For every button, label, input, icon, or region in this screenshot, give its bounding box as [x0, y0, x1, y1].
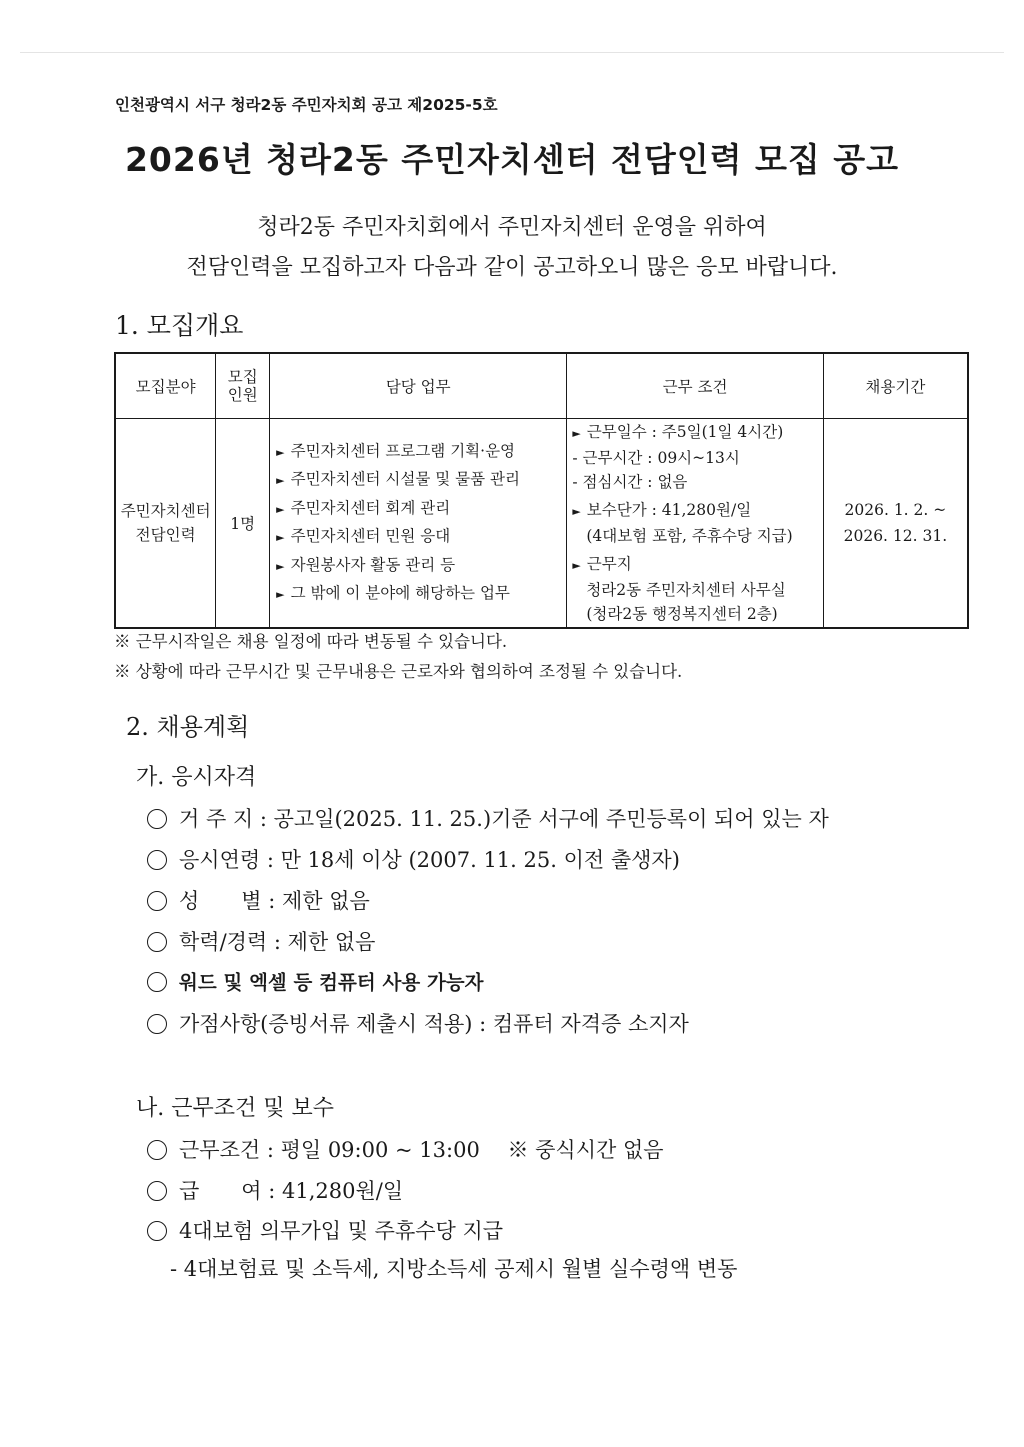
- triangle-bullet-icon: ►: [572, 505, 581, 518]
- cond-days: ► 근무일수 : 주5일(1일 4시간): [572, 423, 784, 441]
- intro-paragraph: [0, 208, 1024, 288]
- list-item: ► 주민자치센터 민원 응대: [276, 527, 451, 545]
- period-line-2: 2026. 12. 31.: [843, 527, 948, 545]
- triangle-bullet-icon: ►: [276, 559, 285, 573]
- field-line-2: 전담인력: [135, 526, 196, 544]
- cell-count: 1명: [216, 419, 270, 629]
- work-condition-item: 4대보험 의무가입 및 주휴수당 지급: [147, 1215, 503, 1245]
- cond-hours: - 근무시간 : 09시~13시: [572, 449, 740, 467]
- circle-bullet-icon: [147, 932, 167, 952]
- work-condition-item: 근무조건 : 평일 09:00 ~ 13:00 ※ 중식시간 없음: [147, 1134, 664, 1164]
- list-item: ► 주민자치센터 프로그램 기획·운영: [276, 441, 516, 460]
- cell-duties: [270, 419, 567, 629]
- circle-bullet-icon: [147, 1140, 167, 1160]
- qualification-item: 응시연령 : 만 18세 이상 (2007. 11. 25. 이전 출생자): [147, 844, 680, 874]
- field-line-1: 주민자치센터: [120, 502, 211, 520]
- circle-bullet-icon: [147, 972, 167, 992]
- list-item: ► 주민자치센터 시설물 및 물품 관리: [276, 470, 520, 488]
- circle-bullet-icon: [147, 891, 167, 911]
- list-item: ► 주민자치센터 회계 관리: [276, 498, 451, 517]
- page-top-divider: [20, 52, 1004, 53]
- subsection-a-heading: 가. 응시자격: [136, 765, 257, 790]
- section-1-heading: 1. 모집개요: [115, 311, 244, 340]
- work-condition-item: 급 여 : 41,280원/일: [147, 1175, 403, 1205]
- notice-number: 인천광역시 서구 청라2동 주민자치회 공고 제2025-5호: [115, 96, 498, 114]
- header-duties: 담당 업무: [270, 353, 567, 419]
- cell-conditions: [567, 419, 823, 629]
- cell-period: [823, 419, 968, 629]
- cond-place: 청라2동 주민자치센터 사무실: [586, 581, 786, 599]
- table-header-row: [115, 353, 968, 419]
- qualification-item: 가점사항(증빙서류 제출시 적용) : 컴퓨터 자격증 소지자: [147, 1008, 689, 1038]
- section-2-heading: 2. 채용계획: [126, 713, 250, 741]
- cell-field: [115, 419, 216, 629]
- circle-bullet-icon: [147, 1181, 167, 1201]
- notes: [114, 627, 682, 687]
- header-period: 채용기간: [823, 353, 968, 419]
- header-conditions: 근무 조건: [567, 353, 823, 419]
- period-line-1: 2026. 1. 2. ~: [844, 501, 947, 519]
- header-count: [216, 353, 270, 419]
- circle-bullet-icon: [147, 809, 167, 829]
- qualification-item: 성 별 : 제한 없음: [147, 885, 370, 915]
- note-item: ※ 상황에 따라 근무시간 및 근무내용은 근로자와 협의하여 조정될 수 있습니다.: [114, 662, 683, 681]
- qualification-item: 학력/경력 : 제한 없음: [147, 926, 375, 956]
- header-field: 모집분야: [115, 353, 216, 419]
- page-title: 2026년 청라2동 주민자치센터 전담인력 모집 공고: [124, 140, 900, 179]
- triangle-bullet-icon: ►: [276, 531, 285, 544]
- qualification-item: 거 주 지 : 공고일(2025. 11. 25.)기준 서구에 주민등록이 되어 있는 자: [147, 803, 829, 833]
- intro-line-1: 청라2동 주민자치회에서 주민자치센터 운영을 위하여: [257, 215, 767, 240]
- work-condition-detail: - 4대보험료 및 소득세, 지방소득세 공제시 월별 실수령액 변동: [170, 1257, 738, 1281]
- header-count-line-2: 인원: [227, 386, 258, 404]
- recruitment-table: [114, 352, 969, 629]
- header-count-line-1: 모집: [227, 368, 258, 386]
- cond-pay-note: (4대보험 포함, 주휴수당 지급): [586, 527, 793, 545]
- cond-lunch: - 점심시간 : 없음: [572, 473, 688, 491]
- table-row: [115, 419, 968, 629]
- cond-pay: ► 보수단가 : 41,280원/일: [572, 501, 752, 519]
- triangle-bullet-icon: ►: [572, 559, 581, 572]
- triangle-bullet-icon: ►: [276, 445, 285, 459]
- intro-line-2: 전담인력을 모집하고자 다음과 같이 공고하오니 많은 응모 바랍니다.: [186, 255, 838, 280]
- triangle-bullet-icon: ►: [572, 427, 581, 440]
- list-item: ► 자원봉사자 활동 관리 등: [276, 555, 456, 574]
- circle-bullet-icon: [147, 850, 167, 870]
- note-item: ※ 근무시작일은 채용 일정에 따라 변동될 수 있습니다.: [114, 632, 508, 651]
- triangle-bullet-icon: ►: [276, 588, 285, 601]
- circle-bullet-icon: [147, 1221, 167, 1241]
- cond-place-label: ► 근무지: [572, 555, 632, 573]
- subsection-b-heading: 나. 근무조건 및 보수: [136, 1096, 334, 1121]
- triangle-bullet-icon: ►: [276, 502, 285, 516]
- qualification-item: 워드 및 엑셀 등 컴퓨터 사용 가능자: [147, 967, 483, 995]
- circle-bullet-icon: [147, 1014, 167, 1034]
- triangle-bullet-icon: ►: [276, 474, 285, 487]
- list-item: ► 그 밖에 이 분야에 해당하는 업무: [276, 584, 510, 602]
- cond-place-note: (청라2동 행정복지센터 2층): [586, 605, 778, 623]
